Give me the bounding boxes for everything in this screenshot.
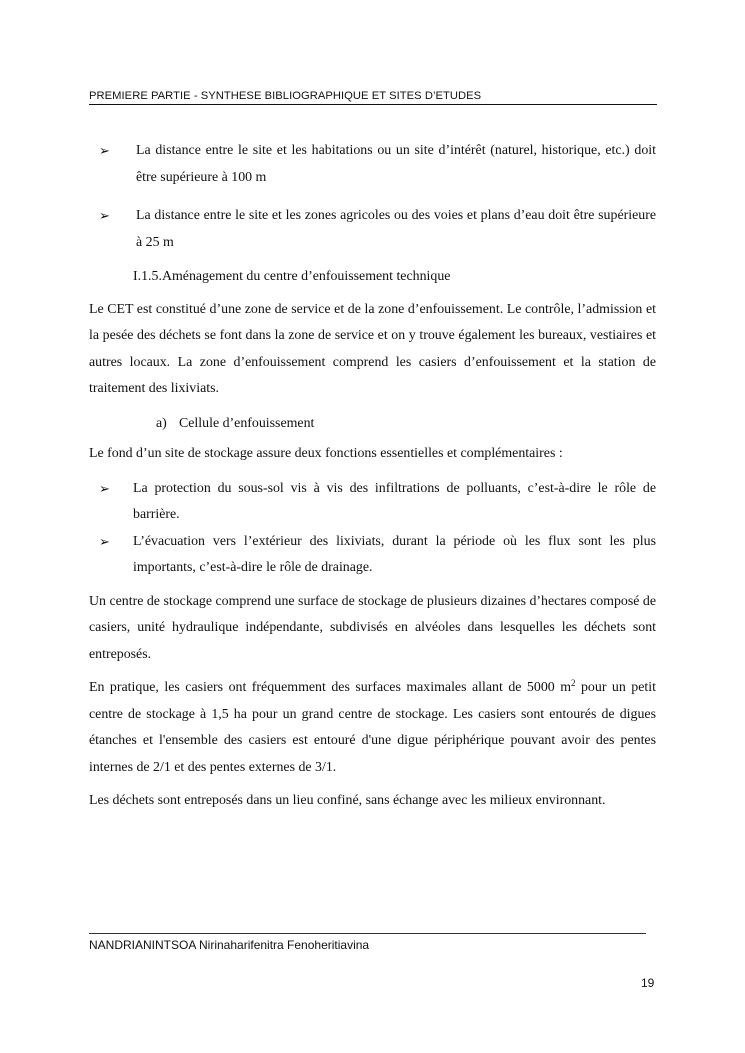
paragraph-dechets: Les déchets sont entreposés dans un lieu confiné, sans échange avec les milieux environnant. (89, 793, 606, 808)
casiers-text-start: En pratique, les casiers ont fréquemment des surfaces maximales allant de 5000 m (89, 680, 571, 695)
paragraph-fonctions: Le fond d’un site de stockage assure deux fonctions essentielles et complémentaires : (89, 446, 563, 461)
section-number: I.1.5. (133, 269, 162, 284)
arrow-bullet-icon: ➢ (99, 143, 110, 158)
distance-criteria-list (89, 138, 656, 256)
functions-list (89, 476, 656, 582)
paragraph-casiers (89, 675, 656, 781)
casiers-text-end: pour un petit centre de stockage à 1,5 ha pour un grand centre de stockage. Les casiers sont entourés de digues étanches et l'ensemble des casiers est entouré d'une digue périphérique pouvant avoir des pentes internes de 2/1 et des pentes externes de 3/1. (89, 680, 656, 775)
list-item (89, 203, 656, 256)
list-item (89, 476, 656, 529)
footer-author: NANDRIANINTSOA Nirinaharifenitra Fenoheritiavina (89, 938, 370, 952)
arrow-bullet-icon: ➢ (99, 533, 110, 549)
spacer (89, 191, 656, 203)
list-item (89, 529, 656, 582)
arrow-bullet-icon: ➢ (99, 480, 110, 496)
header-title: PREMIERE PARTIE - SYNTHESE BIBLIOGRAPHIQUE ET SITES D’ETUDES (89, 90, 482, 102)
section-title: Aménagement du centre d’enfouissement technique (161, 269, 451, 284)
page-number: 19 (641, 976, 655, 990)
arrow-bullet-icon: ➢ (99, 208, 110, 223)
paragraph-cet: Le CET est constitué d’une zone de service et de la zone d’enfouissement. Le contrôle, l’admission et la pesée des déchets se font dans la zone de service et on y trouve également les bureaux, vestiaires et autres locaux. La zone d’enfouissement comprend les casiers d’enfouissement et la station de traitement des lixiviats. (89, 301, 656, 396)
list-item-text: La distance entre le site et les zones agricoles ou des voies et plans d’eau doit être supérieure à 25 m (136, 208, 656, 250)
section-heading (89, 264, 656, 291)
list-item-text: La distance entre le site et les habitations ou un site d’intérêt (naturel, historique, etc.) doit être supérieure à 100 m (136, 143, 656, 185)
paragraph-centre-stockage: Un centre de stockage comprend une surface de stockage de plusieurs dizaines d’hectares composé de casiers, unité hydraulique indépendante, subdivisés en alvéoles dans lesquelles les déchets sont entreposés. (89, 593, 656, 662)
running-header (89, 90, 657, 105)
page-content (89, 138, 656, 815)
superscript-2: 2 (571, 678, 576, 688)
subsection-marker: a) (156, 415, 167, 431)
list-item-text: La protection du sous-sol vis à vis des infiltrations de polluants, c’est-à-dire le rôle de barrière. (133, 480, 656, 522)
subsection-heading (89, 411, 656, 438)
list-item-text: L’évacuation vers l’extérieur des lixiviats, durant la période où les flux sont les plus importants, c’est-à-dire le rôle de drainage. (133, 533, 656, 575)
list-item (89, 138, 656, 191)
subsection-title: Cellule d’enfouissement (179, 415, 315, 431)
footer-divider (89, 933, 646, 934)
